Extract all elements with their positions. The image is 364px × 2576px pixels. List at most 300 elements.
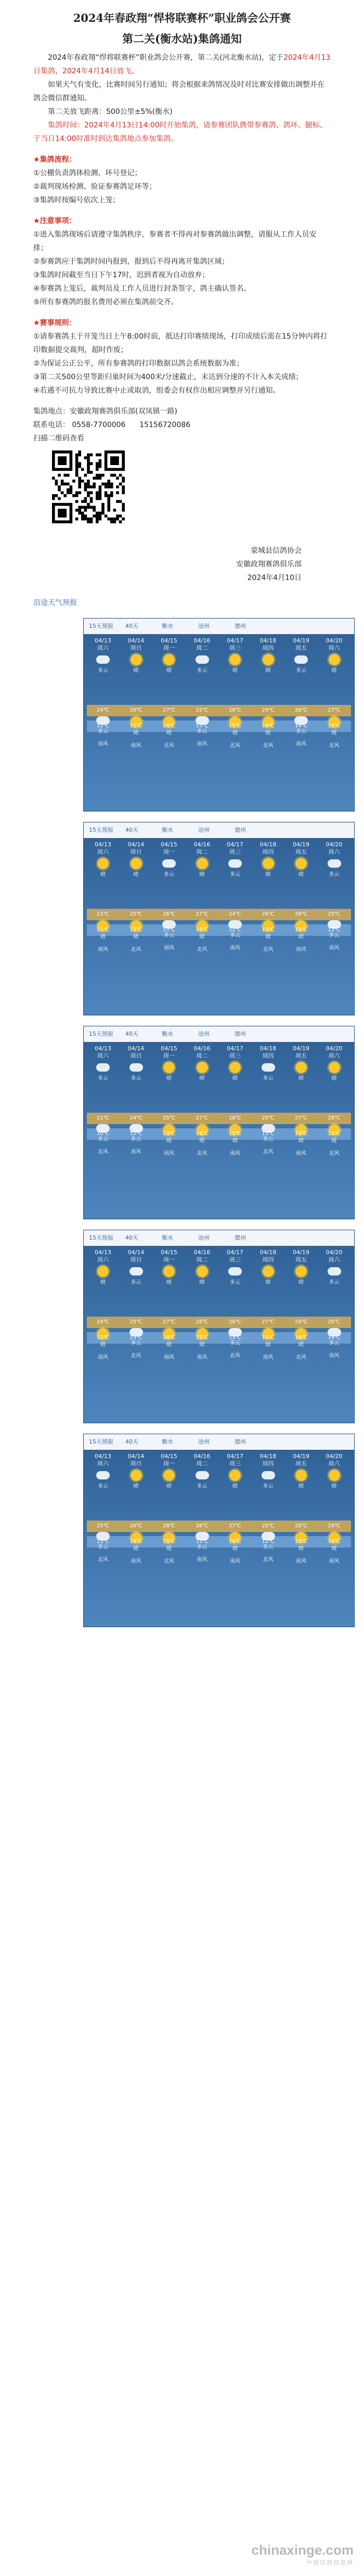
forecast-high-temp: 26℃ — [129, 707, 142, 713]
forecast-tab[interactable]: 沧州 — [198, 623, 210, 629]
forecast-tab[interactable]: 15天预报 — [89, 1234, 113, 1241]
forecast-tab[interactable]: 衡水 — [162, 827, 173, 833]
sign-org-2: 安徽政翔赛鸽俱乐部 — [236, 560, 302, 569]
forecast-high-temp: 27℃ — [163, 707, 175, 713]
forecast-weather: 多云 — [98, 668, 108, 674]
forecast-day-column — [186, 1249, 218, 1421]
forecast-weekday: 周三 — [229, 1460, 241, 1467]
forecast-date: 04/13 — [95, 1453, 111, 1460]
forecast-weather: 晴 — [232, 1484, 238, 1489]
forecast-date: 04/17 — [227, 841, 243, 848]
forecast-date: 04/19 — [293, 1453, 309, 1460]
forecast-date: 04/17 — [227, 1045, 243, 1052]
attention-heading: ★注意事项： — [33, 217, 76, 225]
forecast-weekday: 周六 — [97, 1256, 109, 1263]
forecast-weekday: 周二 — [196, 848, 208, 855]
forecast-wind: 南风 — [197, 1557, 207, 1563]
forecast-weather: 晴 — [199, 872, 205, 878]
forecast-weekday: 周六 — [328, 645, 340, 651]
forecast-weather: 晴 — [331, 1076, 337, 1081]
forecast-date: 04/17 — [227, 637, 243, 644]
forecast-weather: 晴 — [133, 1484, 139, 1489]
forecast-day-column — [120, 1045, 152, 1217]
forecast-weather: 多云 — [329, 1341, 340, 1346]
forecast-low-temp: 15℃ — [229, 723, 241, 729]
forecast-weather: 多云 — [98, 1544, 108, 1550]
forecast-high-temp: 27℃ — [163, 1319, 175, 1325]
forecast-low-temp: 13℃ — [262, 927, 275, 933]
forecast-low-temp: 13℃ — [163, 1131, 175, 1137]
forecast-low-temp: 13℃ — [196, 1539, 209, 1544]
forecast-day-column — [285, 1249, 317, 1421]
forecast-high-temp: 27℃ — [196, 911, 209, 917]
forecast-low-temp: 14℃ — [229, 1539, 241, 1544]
forecast-panel — [83, 1434, 355, 1627]
forecast-tab[interactable]: 德州 — [235, 623, 246, 629]
sun-icon — [197, 1062, 208, 1073]
forecast-day-column — [120, 841, 152, 1013]
forecast-tab[interactable]: 衡水 — [162, 1234, 173, 1241]
forecast-wind: 北风 — [263, 743, 274, 749]
forecast-wind: 北风 — [131, 1353, 141, 1359]
sun-icon — [329, 1470, 340, 1481]
forecast-weather: 多云 — [329, 933, 340, 938]
forecast-weather: 晴 — [100, 1280, 106, 1285]
forecast-date: 04/16 — [193, 637, 211, 644]
forecast-wind: 南风 — [230, 1151, 240, 1156]
forecast-tab[interactable]: 40天 — [125, 1234, 138, 1241]
intro-distance: 第二关放飞距离：500公里±5%(衡水) — [48, 108, 173, 116]
forecast-weekday: 周日 — [130, 1460, 142, 1467]
forecast-date: 04/17 — [227, 1249, 243, 1256]
phone-number-2[interactable]: 15156720086 — [139, 421, 191, 429]
forecast-weather: 晴 — [232, 668, 238, 674]
forecast-weather: 多云 — [197, 668, 207, 674]
forecast-date: 04/18 — [259, 1453, 277, 1460]
forecast-date: 04/15 — [161, 1453, 177, 1460]
forecast-high-temp: 29℃ — [295, 1319, 307, 1325]
forecast-wind: 北风 — [164, 743, 174, 749]
rules-item: ④若遇不可抗力导致比赛中止或取消，组委会有权作出相应调整并另行通知。 — [33, 387, 280, 395]
sun-icon — [263, 654, 274, 665]
cloud-icon — [129, 1063, 143, 1072]
forecast-low-temp: 16℃ — [262, 723, 275, 729]
forecast-date: 04/19 — [293, 1249, 309, 1256]
forecast-wind: 南风 — [98, 947, 108, 952]
forecast-high-temp: 22℃ — [97, 1115, 109, 1121]
sun-icon — [329, 654, 340, 665]
forecast-wind: 北风 — [131, 947, 141, 952]
forecast-tab[interactable]: 40天 — [125, 1438, 138, 1445]
forecast-date: 04/18 — [259, 637, 277, 644]
sun-icon — [229, 654, 241, 665]
forecast-day-column — [153, 1453, 185, 1625]
forecast-day-column — [120, 1249, 152, 1421]
forecast-low-temp: 15℃ — [196, 1335, 209, 1341]
forecast-weekday: 周五 — [295, 1460, 307, 1467]
forecast-low-temp: 14℃ — [163, 723, 175, 729]
forecast-day-column — [318, 841, 350, 1013]
forecast-tabbar — [84, 1230, 354, 1246]
notice-item: ②裁判现场检测、验证参赛鸽足环等； — [33, 183, 157, 191]
forecast-low-temp: 16℃ — [295, 1335, 307, 1341]
forecast-wind: 南风 — [329, 945, 340, 951]
forecast-tabbar — [84, 619, 354, 634]
forecast-high-temp: 25℃ — [97, 1523, 109, 1529]
forecast-date: 04/16 — [193, 1453, 211, 1460]
forecast-weather: 晴 — [298, 1484, 304, 1489]
forecast-wind: 北风 — [263, 1557, 274, 1563]
forecast-weather: 晴 — [133, 872, 139, 878]
forecast-weekday: 周三 — [229, 848, 241, 855]
cloud-icon — [96, 655, 110, 664]
forecast-high-temp: 28℃ — [196, 1319, 209, 1325]
forecast-weather: 晴 — [166, 1076, 172, 1081]
cloud-icon — [129, 1267, 143, 1276]
forecast-weather: 多云 — [98, 1137, 108, 1142]
forecast-low-temp: 15℃ — [295, 1539, 307, 1544]
forecast-low-temp: 14℃ — [295, 1131, 307, 1137]
forecast-high-temp: 25℃ — [328, 911, 341, 917]
forecast-weather: 多云 — [131, 1280, 141, 1285]
forecast-date: 04/14 — [127, 637, 145, 644]
forecast-tab[interactable]: 40天 — [125, 1031, 138, 1037]
forecast-date: 04/15 — [161, 637, 177, 644]
forecast-weekday: 周六 — [328, 848, 340, 855]
forecast-weather: 晴 — [298, 1280, 304, 1285]
forecast-date: 04/18 — [259, 1249, 277, 1256]
forecast-weekday: 周二 — [196, 1460, 208, 1467]
cloud-icon — [228, 859, 242, 868]
sun-icon — [97, 1266, 109, 1277]
forecast-day-column — [285, 637, 317, 809]
forecast-tab[interactable]: 40天 — [125, 827, 138, 833]
forecast-wind: 南风 — [329, 1353, 340, 1359]
sun-icon — [163, 1062, 175, 1073]
forecast-weather: 晴 — [100, 934, 106, 940]
forecast-low-temp: 14℃ — [163, 1335, 175, 1341]
forecast-weekday: 周六 — [328, 1460, 340, 1467]
sun-icon — [295, 1062, 307, 1073]
forecast-tab[interactable]: 衡水 — [162, 623, 173, 629]
forecast-weekday: 周六 — [328, 1052, 340, 1059]
forecast-high-temp: 24℃ — [129, 1115, 142, 1121]
forecast-day-column — [219, 1453, 251, 1625]
forecast-wind: 北风 — [98, 1557, 108, 1563]
forecast-weather: 晴 — [232, 730, 238, 736]
forecast-tab[interactable]: 沧州 — [198, 1031, 210, 1037]
forecast-low-temp: 13℃ — [196, 723, 209, 729]
collection-time: 集鸽时间：2024年4月13日14:00时开始集鸽，请参赛团队携带参赛鸽、鸽环、腿标、于当日14:00时准时到达集鸽地点参加集鸽。 — [33, 121, 327, 143]
forecast-weather: 多云 — [131, 1341, 141, 1346]
forecast-weekday: 周六 — [97, 1460, 109, 1467]
forecast-weather: 晴 — [265, 668, 271, 674]
forecast-tab[interactable]: 沧州 — [198, 1234, 210, 1241]
forecast-day-column — [87, 1249, 119, 1421]
forecast-weekday: 周一 — [163, 645, 175, 651]
forecast-day-column — [120, 1453, 152, 1625]
forecast-grid — [87, 637, 351, 809]
forecast-high-temp: 25℃ — [129, 1319, 142, 1325]
forecast-weekday: 周一 — [163, 1460, 175, 1467]
forecast-tab[interactable]: 衡水 — [162, 1438, 173, 1445]
forecast-weather: 多云 — [98, 729, 108, 735]
forecast-tab[interactable]: 沧州 — [198, 1438, 210, 1445]
forecast-wind: 南风 — [230, 1559, 240, 1564]
forecast-weekday: 周二 — [196, 645, 208, 651]
forecast-date: 04/19 — [293, 1045, 309, 1052]
intro-date: 2024年4月13日集鸽，2024年4月14日放飞。 — [33, 54, 331, 75]
forecast-tab[interactable]: 15天预报 — [89, 1438, 113, 1445]
forecast-weather: 晴 — [199, 1342, 205, 1348]
forecast-date: 04/14 — [127, 841, 145, 848]
forecast-weekday: 周六 — [328, 1256, 340, 1263]
forecast-tab[interactable]: 德州 — [235, 1438, 246, 1445]
forecast-weekday: 周四 — [262, 1256, 274, 1263]
cloud-icon — [262, 1471, 275, 1479]
forecast-weather: 多云 — [197, 729, 207, 735]
forecast-weather: 多云 — [164, 933, 174, 938]
forecast-wind: 北风 — [197, 1151, 207, 1156]
forecast-weekday: 周四 — [262, 848, 274, 855]
forecast-grid — [87, 1045, 351, 1217]
forecast-panel — [83, 1230, 355, 1423]
forecast-label: 沿途天气预报 — [33, 599, 77, 607]
forecast-weekday: 周三 — [229, 1256, 241, 1263]
forecast-high-temp: 28℃ — [163, 1523, 175, 1529]
forecast-date: 04/16 — [193, 1045, 211, 1052]
forecast-day-column — [186, 1045, 218, 1217]
forecast-day-column — [318, 637, 350, 809]
sun-icon — [131, 1470, 142, 1481]
sun-icon — [197, 1266, 208, 1277]
sign-date: 2024年4月10日 — [247, 574, 302, 582]
forecast-date: 04/18 — [259, 841, 277, 848]
cloud-icon — [162, 859, 176, 868]
forecast-weather: 晴 — [166, 668, 172, 674]
forecast-weather: 晴 — [232, 1076, 238, 1081]
forecast-low-temp: 14℃ — [129, 1539, 142, 1544]
forecast-grid — [87, 841, 351, 1013]
forecast-weather: 多云 — [263, 1076, 274, 1081]
forecast-tabbar — [84, 822, 354, 838]
qr-code-icon — [52, 450, 125, 523]
sun-icon — [163, 654, 175, 665]
forecast-wind: 南风 — [98, 1355, 108, 1360]
rules-item: ①请参赛鸽主于开笼当日上午8:00时前，抵达打印赛绩现场，打印成绩后需在15分钟内将打印数据提交裁判，超时作废； — [33, 332, 328, 354]
forecast-day-column — [252, 1045, 284, 1217]
rules-heading: ★赛事规则： — [33, 319, 76, 327]
forecast-weather: 多云 — [329, 1280, 340, 1285]
forecast-low-temp: 12℃ — [229, 927, 241, 933]
attention-item: ①进入集鸽现场后请遵守集鸽秩序，参赛者不得再对参赛鸽做出调整，请服从工作人员安排； — [33, 230, 317, 252]
forecast-low-temp: 15℃ — [295, 927, 307, 933]
forecast-high-temp: 26℃ — [262, 911, 275, 917]
sun-icon — [131, 654, 142, 665]
forecast-high-temp: 26℃ — [229, 1319, 241, 1325]
forecast-tab[interactable]: 40天 — [125, 623, 138, 629]
forecast-low-temp: 13℃ — [129, 1335, 142, 1341]
forecast-day-column — [87, 841, 119, 1013]
forecast-wind: 北风 — [263, 947, 274, 952]
forecast-weather: 晴 — [331, 1546, 337, 1552]
forecast-wind: 北风 — [329, 743, 340, 749]
forecast-wind: 南风 — [263, 1355, 274, 1360]
forecast-date: 04/20 — [326, 841, 343, 848]
forecast-high-temp: 24℃ — [97, 1319, 109, 1325]
forecast-day-column — [153, 841, 185, 1013]
forecast-weather: 多云 — [263, 1544, 274, 1550]
sun-icon — [229, 1470, 241, 1481]
forecast-wind: 南风 — [164, 1355, 174, 1360]
forecast-weather: 晴 — [199, 1076, 205, 1081]
forecast-high-temp: 24℃ — [229, 911, 241, 917]
forecast-high-temp: 26℃ — [196, 1523, 209, 1529]
forecast-weather: 晴 — [232, 1138, 238, 1144]
phone-number-1[interactable]: 0558-7700006 — [72, 421, 126, 429]
forecast-high-temp: 25℃ — [129, 911, 142, 917]
forecast-tab[interactable]: 德州 — [235, 827, 246, 833]
intro-para-1 — [33, 51, 331, 78]
forecast-low-temp: 13℃ — [262, 1131, 275, 1137]
cloud-icon — [328, 859, 341, 868]
forecast-weather: 晴 — [133, 934, 139, 940]
forecast-weather: 多云 — [197, 1544, 207, 1550]
forecast-weather: 晴 — [331, 730, 337, 736]
forecast-low-temp: 15℃ — [163, 1539, 175, 1544]
forecast-low-temp: 16℃ — [328, 1539, 341, 1544]
sun-icon — [197, 858, 208, 869]
notice-heading: ★集鸽流程： — [33, 156, 76, 164]
forecast-date: 04/13 — [95, 1045, 111, 1052]
forecast-wind: 南风 — [296, 947, 306, 952]
forecast-high-temp: 26℃ — [295, 707, 307, 713]
forecast-weekday: 周日 — [130, 645, 142, 651]
forecast-weather: 晴 — [166, 1342, 172, 1348]
forecast-weekday: 周三 — [229, 1052, 241, 1059]
forecast-weather: 多云 — [98, 1484, 108, 1489]
forecast-date: 04/19 — [293, 637, 309, 644]
forecast-weather: 晴 — [265, 730, 271, 736]
forecast-tab[interactable]: 15天预报 — [89, 827, 113, 833]
intro-para-2: 如果天气有变化，比赛时间另行通知；将会根据来鸽情况及时对比赛安排做出调整并在鸽会微信群通知。 — [33, 81, 324, 102]
forecast-tab[interactable]: 德州 — [235, 1031, 246, 1037]
attention-item: ⑤所有参赛鸽的报名费用必须在集鸽前交齐。 — [33, 298, 178, 306]
forecast-high-temp: 27℃ — [262, 1319, 275, 1325]
forecast-tabbar — [84, 1026, 354, 1042]
forecast-tab[interactable]: 15天预报 — [89, 1031, 113, 1037]
contact-phones — [33, 418, 331, 432]
forecast-tab[interactable]: 衡水 — [162, 1031, 173, 1037]
forecast-weather: 晴 — [166, 1280, 172, 1285]
sun-icon — [163, 1266, 175, 1277]
sign-org-1: 蒙城县信鸽协会 — [251, 547, 302, 555]
attention-item: ④参赛鸽上笼后，裁判员及工作人员进行封条签字，鸽主确认签名。 — [33, 285, 251, 293]
forecast-wind: 北风 — [230, 1353, 240, 1359]
forecast-day-column — [153, 1249, 185, 1421]
forecast-high-temp: 25℃ — [163, 1115, 175, 1121]
forecast-low-temp: 14℃ — [196, 927, 209, 933]
qr-code-image[interactable] — [52, 450, 125, 523]
forecast-high-temp: 28℃ — [295, 911, 307, 917]
cloud-icon — [294, 655, 308, 664]
forecast-weather: 多云 — [131, 1076, 141, 1081]
forecast-weather: 多云 — [164, 872, 174, 878]
forecast-weather: 多云 — [263, 1137, 274, 1142]
forecast-low-temp: 12℃ — [129, 1131, 142, 1137]
forecast-wind: 南风 — [230, 945, 240, 951]
forecast-weekday: 周五 — [295, 645, 307, 651]
forecast-wind: 南风 — [98, 741, 108, 747]
forecast-weekday: 周日 — [130, 848, 142, 855]
forecast-weather: 晴 — [265, 934, 271, 940]
cloud-icon — [196, 655, 209, 664]
forecast-weekday: 周四 — [262, 1460, 274, 1467]
forecast-date: 04/17 — [227, 1453, 243, 1460]
forecast-weather: 晴 — [298, 934, 304, 940]
cloud-icon — [196, 1471, 209, 1479]
forecast-date: 04/18 — [259, 1045, 277, 1052]
forecast-grid — [87, 1453, 351, 1625]
forecast-weather: 晴 — [331, 1138, 337, 1144]
forecast-weather: 晴 — [265, 1342, 271, 1348]
forecast-low-temp: 12℃ — [97, 1335, 109, 1341]
forecast-wind: 北风 — [98, 1149, 108, 1155]
forecast-day-column — [87, 1045, 119, 1217]
forecast-date: 04/15 — [161, 1045, 177, 1052]
forecast-day-column — [252, 637, 284, 809]
notice-item: ①公棚负责鸽体检测、环号登记； — [33, 169, 142, 177]
forecast-low-temp: 15℃ — [328, 1131, 341, 1137]
forecast-tab[interactable]: 沧州 — [198, 827, 210, 833]
forecast-low-temp: 14℃ — [262, 1335, 275, 1341]
rules-item: ②为保证公正公平，所有参赛鸽的打印数据以鸽会系统数据为准； — [33, 359, 244, 368]
forecast-weather: 多云 — [197, 1484, 207, 1489]
forecast-high-temp: 28℃ — [295, 1523, 307, 1529]
forecast-day-column — [318, 1453, 350, 1625]
forecast-wind: 南风 — [296, 741, 306, 747]
forecast-weather: 多云 — [230, 872, 240, 878]
forecast-date: 04/14 — [127, 1045, 145, 1052]
forecast-low-temp: 12℃ — [129, 927, 142, 933]
forecast-weekday: 周二 — [196, 1052, 208, 1059]
forecast-tab[interactable]: 15天预报 — [89, 623, 113, 629]
forecast-high-temp: 25℃ — [262, 1523, 275, 1529]
sun-icon — [263, 1266, 274, 1277]
forecast-day-column — [120, 637, 152, 809]
forecast-weekday: 周六 — [97, 645, 109, 651]
forecast-panel — [83, 1026, 355, 1219]
sun-icon — [131, 858, 142, 869]
contact-location: 集鸽地点：安徽政翔赛鸽俱乐部(双凤镇一路) — [33, 407, 177, 416]
forecast-weekday: 周五 — [295, 848, 307, 855]
forecast-weather: 多云 — [230, 1341, 240, 1346]
forecast-weather: 晴 — [166, 730, 172, 736]
forecast-high-temp: 29℃ — [328, 1523, 341, 1529]
forecast-day-column — [252, 841, 284, 1013]
forecast-date: 04/14 — [127, 1453, 145, 1460]
forecast-weather: 多云 — [230, 933, 240, 938]
attention-item: ③集鸽时间截至当日下午17时，迟到者视为自动放弃； — [33, 271, 210, 279]
cloud-icon — [96, 1471, 110, 1479]
watermark-site: chinaxinge.com — [251, 2542, 354, 2558]
forecast-tab[interactable]: 德州 — [235, 1234, 246, 1241]
page-subtitle: 第二关(衡水站)集鸽通知 — [122, 32, 242, 45]
forecast-wind: 南风 — [164, 945, 174, 951]
forecast-date: 04/19 — [293, 841, 309, 848]
forecast-high-temp: 27℃ — [295, 1115, 307, 1121]
page-title: 2024年春政翔“悍将联赛杯”职业鸽会公开赛 — [73, 11, 291, 24]
